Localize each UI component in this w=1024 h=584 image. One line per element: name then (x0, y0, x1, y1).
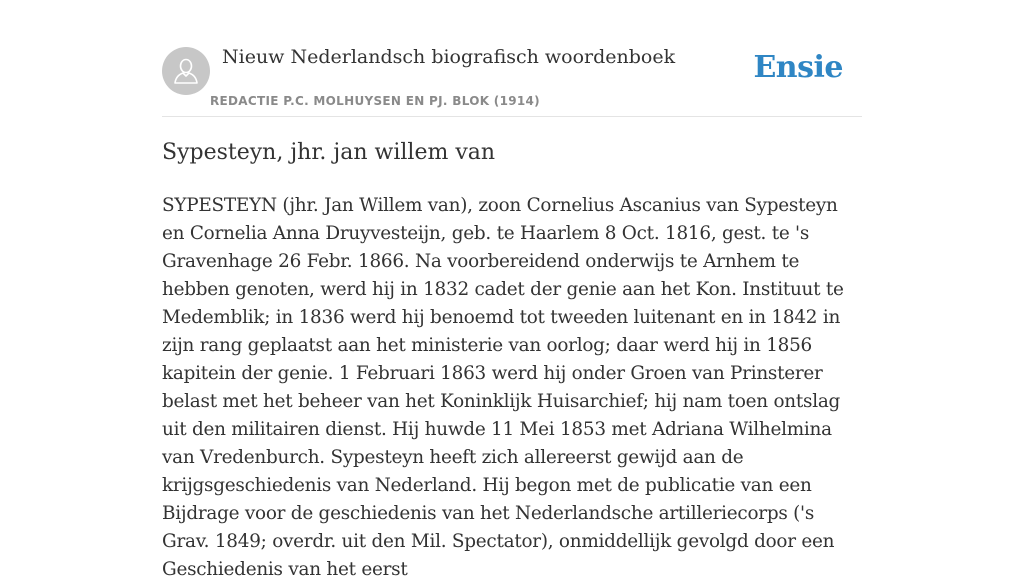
article-title: Sypesteyn, jhr. jan willem van (162, 140, 496, 165)
source-subtitle: REDACTIE P.C. MOLHUYSEN EN PJ. BLOK (1914) (210, 94, 540, 108)
user-icon (162, 47, 210, 95)
brand-logo-link[interactable]: Ensie (753, 50, 843, 85)
source-header (162, 40, 862, 117)
source-title[interactable]: Nieuw Nederlandsch biografisch woordenboek (222, 46, 676, 68)
user-icon-glyph (171, 56, 201, 86)
article-body: SYPESTEYN (jhr. Jan Willem van), zoon Cornelius Ascanius van Sypesteyn en Cornelia Anna Druyvesteijn, geb. te Haarlem 8 Oct. 1816, gest. te 's Gravenhage 26 Febr. 1866. Na voorbereidend onderwijs te Arnhem te hebben genoten, werd hij in 1832 cadet der genie aan het Kon. Instituut te Medemblik; in 1836 werd hij benoemd tot tweeden luitenant en in 1842 in zijn rang geplaatst aan het ministerie van oorlog; daar werd hij in 1856 kapitein der genie. 1 Februari 1863 werd hij onder Groen van Prinsterer belast met het beheer van het Koninklijk Huisarchief; hij nam toen ontslag uit den militairen dienst. Hij huwde 11 Mei 1853 met Adriana Wilhelmina van Vredenburch. Sypesteyn heeft zich allereerst gewijd aan de krijgsgeschiedenis van Nederland. Hij begon met de publicatie van een Bijdrage voor de geschiedenis van het Nederlandsche artilleriecorps ('s Grav. 1849; overdr. uit den Mil. Spectator), onmiddellijk gevolgd door een Geschiedenis van het eerst (162, 195, 844, 580)
